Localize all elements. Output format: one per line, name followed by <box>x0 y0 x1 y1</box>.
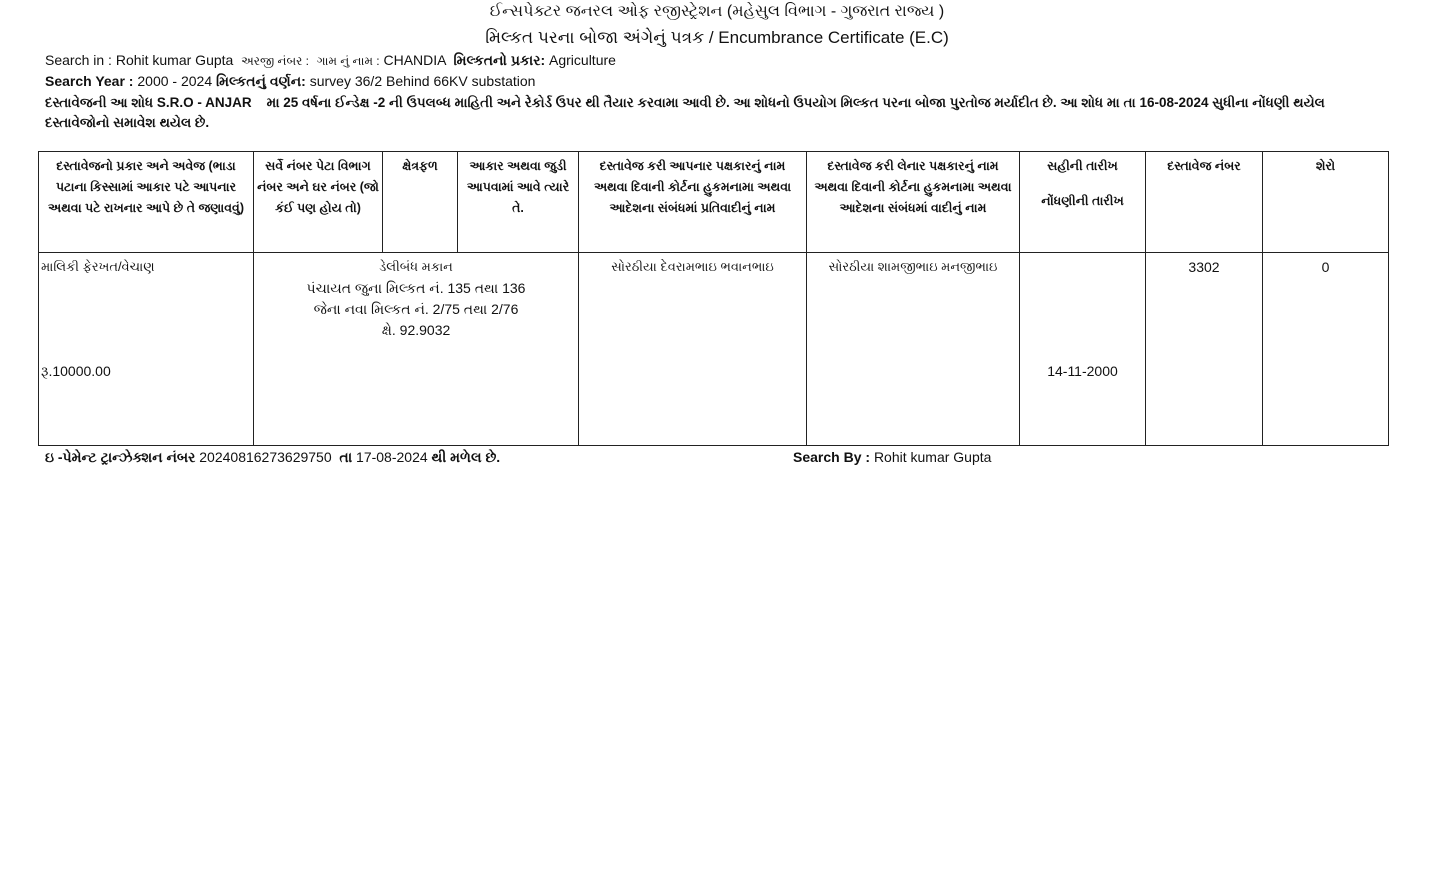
search-by-info <box>793 449 991 465</box>
payment-suffix: થી મળેલ છે. <box>431 449 501 465</box>
property-line2: પંચાયત જુના મિલ્કત નં. 135 તથા 136 <box>306 280 526 296</box>
property-type-label: મિલ્કતનો પ્રકાર: <box>453 52 546 68</box>
search-year-label: Search Year : <box>45 73 134 89</box>
description-label: મિલ્કતનું વર્ણન: <box>216 73 306 89</box>
village-label: ગામ નું નામ : <box>316 54 380 68</box>
cell-remarks <box>1263 253 1389 446</box>
remarks-value: 0 <box>1321 259 1330 275</box>
search-in-label: Search in : <box>45 52 112 68</box>
description-value: survey 36/2 Behind 66KV substation <box>309 73 536 89</box>
search-year-value: 2000 - 2024 <box>137 73 213 89</box>
property-line4: ક્ષે. 92.9032 <box>381 322 451 338</box>
header-document-number: દસ્તાવેજ નંબર <box>1146 152 1263 253</box>
search-year-line <box>45 73 535 90</box>
registration-date: 14-11-2000 <box>1047 363 1118 379</box>
header-dates <box>1020 152 1146 253</box>
statement-part2: મા 25 વર્ષના ઈન્ડેક્ષ -2 ની ઉપલબ્ધ માહિતી અને રેકોર્ડ ઉપર થી તૈયાર કરવામા આવી છે. આ શોધનો ઉપયોગ મિલ્કત પરના બોજા પુરતોજ મર્યાદીત છે. આ શોધ મા તા 16-08-2024 સુધીના નોંધણી થયેલ દસ્તાવેજોનો સમાવેશ થયેલ છે. <box>45 95 1325 130</box>
cell-doc-type <box>39 253 254 446</box>
header-signature-date: સહીની તારીખ <box>1047 159 1118 173</box>
table-header-row <box>39 152 1389 253</box>
cell-document-number <box>1146 253 1263 446</box>
search-by-label: Search By : <box>793 449 871 465</box>
document-title-line1: ઈન્સપેક્ટર જનરલ ઓફ રજીસ્ટ્રેશન (મહેસુલ વિભાગ - ગુજરાત રાજ્ય ) <box>489 3 945 20</box>
header-assessment: આકાર અથવા જુડી આપવામાં આવે ત્યારે તે. <box>458 152 579 253</box>
executant-name: સોરઠીયા દેવરામભાઇ ભવાનભાઇ <box>611 259 774 274</box>
header-claimant: દસ્તાવેજ કરી લેનાર પક્ષકારનું નામ અથવા દિવાની કોર્ટના હુકમનામા અથવા આદેશના સંબંધમાં વાદીનું નામ <box>807 152 1020 253</box>
encumbrance-table <box>38 151 1389 446</box>
claimant-name: સોરઠીયા શામજીભાઇ મનજીભાઇ <box>828 259 998 274</box>
cell-dates <box>1020 253 1146 446</box>
search-info-line <box>45 52 616 69</box>
consideration-text: રૂ.10000.00 <box>41 363 111 379</box>
header-area: ક્ષેત્રફળ <box>383 152 458 253</box>
cell-claimant <box>807 253 1020 446</box>
header-registration-date: નોંધણીની તારીખ <box>1041 194 1124 208</box>
application-label: અરજી નંબર : <box>241 54 309 68</box>
search-by-value: Rohit kumar Gupta <box>873 449 992 465</box>
search-in-value: Rohit kumar Gupta <box>115 52 234 68</box>
search-statement <box>45 93 1345 133</box>
header-executant: દસ્તાવેજ કરી આપનાર પક્ષકારનું નામ અથવા દિવાની કોર્ટના હુકમનામા અથવા આદેશના સંબંધમાં પ્રતિવાદીનું નામ <box>579 152 807 253</box>
doc-type-text: માલિકી ફેરખત/વેચાણ <box>41 259 155 274</box>
header-survey-number: સર્વે નંબર પેટા વિભાગ નંબર અને ઘર નંબર (જો કંઈ પણ હોય તો) <box>254 152 383 253</box>
document-number: 3302 <box>1188 259 1220 275</box>
property-line1: ડેલીબંધ મકાન <box>379 259 453 274</box>
property-type-value: Agriculture <box>549 52 616 68</box>
transaction-number: 20240816273629750 <box>199 449 332 465</box>
payment-info <box>45 449 500 466</box>
payment-date: 17-08-2024 <box>356 449 428 465</box>
cell-executant <box>579 253 807 446</box>
document-title-line2: મિલ્કત પરના બોજા અંગેનું પત્રક / Encumbrance Certificate (E.C) <box>485 28 949 47</box>
payment-label: ઇ -પેમેન્ટ ટ્રાન્ઝેક્શન નંબર <box>45 449 196 465</box>
payment-date-label: તા <box>339 449 353 465</box>
property-line3: જેના નવા મિલ્કત નં. 2/75 તથા 2/76 <box>313 301 519 317</box>
statement-part1: દસ્તાવેજની આ શોધ S.R.O - ANJAR <box>45 95 252 110</box>
header-remarks: શેરો <box>1263 152 1389 253</box>
village-value: CHANDIA <box>383 52 446 68</box>
table-row <box>39 253 1389 446</box>
cell-property <box>254 253 579 446</box>
header-doc-type: દસ્તાવેજનો પ્રકાર અને અવેજ (ભાડા પટાના કિસ્સામાં આકાર પટે આપનાર અથવા પટે રાખનાર આપે છે તે જણાવવું) <box>39 152 254 253</box>
